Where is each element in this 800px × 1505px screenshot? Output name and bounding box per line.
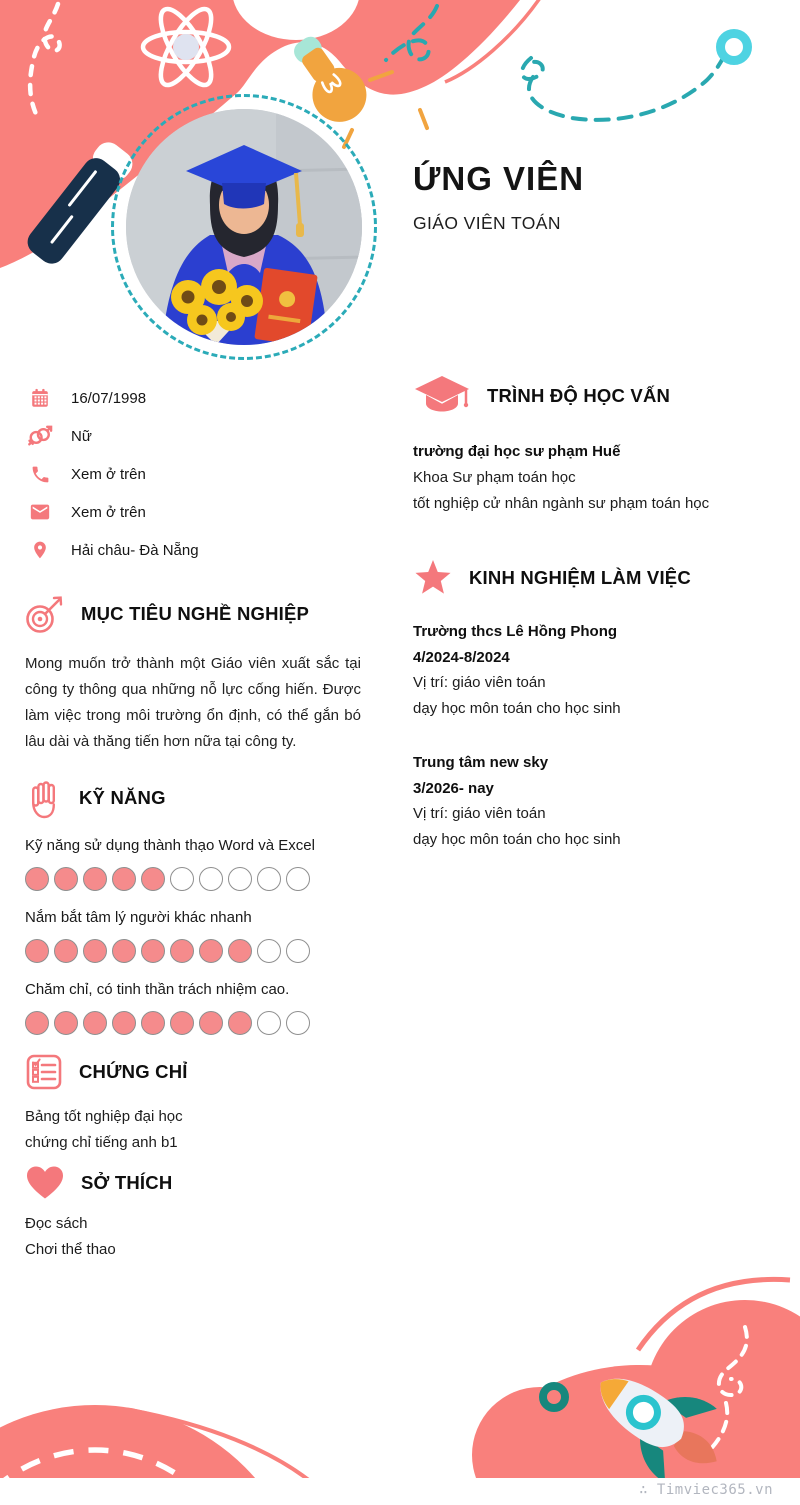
- experience-company: Trung tâm new sky: [413, 754, 549, 771]
- hand-icon: [25, 777, 63, 819]
- skill-dot-filled: [141, 1011, 165, 1035]
- skill-dot-filled: [199, 939, 223, 963]
- birthday-value: 16/07/1998: [71, 389, 147, 407]
- hobby-item: Chơi thể thao: [25, 1241, 116, 1258]
- education-school: trường đại học sư phạm Huế: [413, 443, 621, 460]
- skill-dot-filled: [141, 939, 165, 963]
- skill-dot-filled: [83, 939, 107, 963]
- certificates-heading: CHỨNG CHỈ: [79, 1061, 188, 1082]
- gender-icon: [27, 424, 53, 448]
- gender-value: Nữ: [71, 427, 92, 445]
- teal-ring-icon: [721, 34, 748, 61]
- name-block: [413, 160, 584, 233]
- info-row-address: [27, 531, 367, 569]
- certificate-item: Bảng tốt nghiệp đại học: [25, 1108, 183, 1125]
- education-heading: TRÌNH ĐỘ HỌC VẤN: [487, 385, 671, 406]
- calendar-icon: [27, 387, 53, 409]
- skill-dot-empty: [170, 867, 194, 891]
- skill-dot-filled: [25, 939, 49, 963]
- skill-dot-empty: [286, 1011, 310, 1035]
- skill-dot-empty: [286, 867, 310, 891]
- skill-dot-filled: [170, 939, 194, 963]
- skill-dot-filled: [54, 939, 78, 963]
- experience-section: [413, 558, 793, 852]
- footer-decoration: [0, 1255, 800, 1505]
- skill-dots-row: [25, 867, 361, 891]
- skill-dot-filled: [83, 1011, 107, 1035]
- hobbies-section: [25, 1164, 361, 1263]
- address-value: Hải châu- Đà Nẵng: [71, 541, 199, 559]
- hobby-item: Đọc sách: [25, 1215, 88, 1232]
- experience-period: 3/2026- nay: [413, 779, 494, 797]
- candidate-title: GIÁO VIÊN TOÁN: [413, 213, 561, 233]
- skill-dot-filled: [25, 1011, 49, 1035]
- skill-dot-filled: [83, 867, 107, 891]
- email-icon: [27, 501, 53, 523]
- skill-dot-filled: [25, 867, 49, 891]
- education-degree: tốt nghiệp cử nhân ngành sư phạm toán học: [413, 495, 710, 512]
- hobbies-heading: SỞ THÍCH: [81, 1171, 173, 1193]
- skill-dot-filled: [170, 1011, 194, 1035]
- skill-dot-filled: [141, 867, 165, 891]
- skill-dot-filled: [112, 939, 136, 963]
- skill-dot-filled: [228, 1011, 252, 1035]
- email-value: Xem ở trên: [71, 503, 146, 521]
- certificates-section: [25, 1053, 361, 1156]
- info-row-email: [27, 493, 367, 531]
- experience-item: [413, 750, 793, 852]
- experience-item: [413, 619, 793, 721]
- skill-label: Kỹ năng sử dụng thành thạo Word và Excel: [25, 837, 315, 854]
- objective-text: Mong muốn trở thành một Giáo viên xuất sắc tại công ty thông qua những nỗ lực cống hiến. Được làm việc trong môi trường ổn định, có thể gắn bó lâu dài và thăng tiến hơn nữa tại công ty.: [25, 655, 361, 750]
- skill-dots-row: [25, 1011, 361, 1035]
- skill-dot-empty: [257, 1011, 281, 1035]
- checklist-icon: [25, 1053, 63, 1091]
- phone-icon: [27, 464, 53, 485]
- target-icon: [25, 594, 65, 634]
- pink-dome: [0, 1405, 307, 1505]
- info-row-birthday: [27, 379, 367, 417]
- phone-value: Xem ở trên: [71, 465, 146, 483]
- skill-dot-filled: [199, 1011, 223, 1035]
- skill-label: Nắm bắt tâm lý người khác nhanh: [25, 909, 252, 926]
- experience-position: Vị trí: giáo viên toán: [413, 674, 546, 691]
- candidate-name: ỨNG VIÊN: [413, 160, 585, 197]
- experience-description: dạy học môn toán cho học sinh: [413, 699, 621, 717]
- skill-dot-filled: [228, 939, 252, 963]
- graduation-cap-icon: [413, 374, 471, 418]
- education-section: [413, 374, 793, 517]
- location-pin-icon: [27, 539, 53, 561]
- objective-heading: MỤC TIÊU NGHỀ NGHIỆP: [81, 603, 310, 624]
- education-faculty: Khoa Sư phạm toán học: [413, 469, 576, 486]
- skills-section: [25, 777, 361, 1035]
- experience-company: Trường thcs Lê Hồng Phong: [413, 623, 618, 640]
- personal-info-list: [27, 379, 367, 569]
- skills-heading: KỸ NĂNG: [79, 787, 166, 808]
- objective-section: [25, 594, 361, 755]
- info-row-gender: [27, 417, 367, 455]
- skill-dot-empty: [257, 939, 281, 963]
- skill-dot-filled: [54, 867, 78, 891]
- skill-dot-empty: [228, 867, 252, 891]
- experience-heading: KINH NGHIỆM LÀM VIỆC: [469, 566, 691, 588]
- skill-dot-filled: [112, 867, 136, 891]
- skill-label: Chăm chỉ, có tinh thần trách nhiệm cao.: [25, 981, 290, 998]
- skill-dot-empty: [257, 867, 281, 891]
- skill-dots-row: [25, 939, 361, 963]
- profile-photo: [126, 109, 362, 345]
- certificate-item: chứng chỉ tiếng anh b1: [25, 1134, 178, 1151]
- experience-period: 4/2024-8/2024: [413, 648, 510, 666]
- experience-position: Vị trí: giáo viên toán: [413, 805, 546, 822]
- skill-dot-empty: [199, 867, 223, 891]
- star-icon: [413, 558, 453, 597]
- heart-icon: [25, 1164, 65, 1201]
- watermark: ∴ Timviec365.vn: [639, 1482, 773, 1498]
- skill-dot-empty: [286, 939, 310, 963]
- graduate-illustration: [126, 109, 362, 345]
- skill-dot-filled: [54, 1011, 78, 1035]
- skill-dot-filled: [112, 1011, 136, 1035]
- experience-description: dạy học môn toán cho học sinh: [413, 830, 621, 848]
- info-row-phone: [27, 455, 367, 493]
